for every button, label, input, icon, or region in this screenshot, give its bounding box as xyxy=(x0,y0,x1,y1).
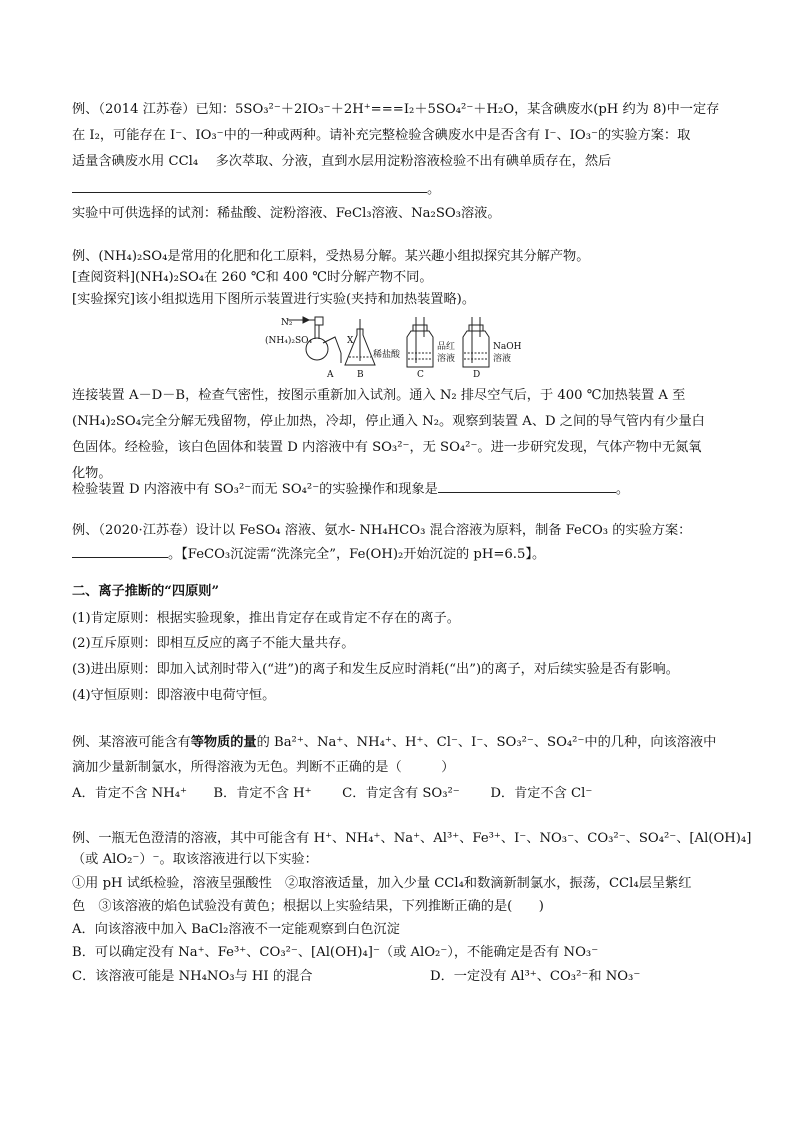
ex2-line4: 连接装置 A－D－B，检查气密性，按图示重新加入试剂。通入 N₂ 排尽空气后，于 400 ℃加热装置 A 至 xyxy=(72,388,686,403)
label-salt: (NH₄)₂SO₄ xyxy=(265,336,313,346)
label-a: A xyxy=(327,370,334,380)
ex3-line1: 例、（2020·江苏卷）设计以 FeSO₄ 溶液、氨水- NH₄HCO₃ 混合溶液为原料，制备 FeCO₃ 的实验方案： xyxy=(72,523,692,538)
principle-3: (3)进出原则：即加入试剂时带入(“进”)的离子和发生反应时消耗(“出”)的离子，对后续实验是否有影响。 xyxy=(72,662,679,677)
label-pinhong-2: 溶液 xyxy=(437,354,456,364)
ex2-line2: [查阅资料](NH₄)₂SO₄在 260 ℃和 400 ℃时分解产物不同。 xyxy=(72,270,433,285)
ex1-line2: 在 I₂，可能存在 I⁻、IO₃⁻中的一种或两种。请补充完整检验含碘废水中是否含有 I⁻、IO₃⁻的实验方案：取 xyxy=(72,128,691,143)
ex3-line2: 。【FeCO₃沉淀需“洗涤完全”，Fe(OH)₂开始沉淀的 pH=6.5】。 xyxy=(72,545,732,563)
section-title: 二、离子推断的“四原则” xyxy=(72,584,220,599)
label-hcl: 稀盐酸 xyxy=(373,350,401,360)
ex2-line1: 例、(NH₄)₂SO₄是常用的化肥和化工原料，受热易分解。某兴趣小组拟探究其分解产物。 xyxy=(72,249,590,264)
label-pinhong: 品红 xyxy=(437,342,456,352)
label-b: B xyxy=(357,370,364,380)
answer-blank[interactable] xyxy=(438,480,616,493)
label-n2: N₂ xyxy=(281,318,293,328)
ex5-option-d: D．一定没有 Al³⁺、CO₃²⁻和 NO₃⁻ xyxy=(430,969,641,984)
principle-4: (4)守恒原则：即溶液中电荷守恒。 xyxy=(72,688,276,703)
ex5-option-b: B．可以确定没有 Na⁺、Fe³⁺、CO₃²⁻、[Al(OH)₄]⁻（或 AlO₂⁻），不能确定是否有 NO₃⁻ xyxy=(72,945,599,960)
answer-blank[interactable] xyxy=(72,180,427,193)
ex5-line2: （或 AlO₂⁻）⁻。取该溶液进行以下实验： xyxy=(72,852,318,867)
ex5-line3: ①用 pH 试纸检验，溶液呈强酸性 ②取溶液适量，加入少量 CCl₄和数滴新制氯水，振荡，CCl₄层呈紫红 xyxy=(72,876,692,891)
ex4-line1: 例、某溶液可能含有等物质的量的 Ba²⁺、Na⁺、NH₄⁺、H⁺、Cl⁻、I⁻、SO₃²⁻、SO₄²⁻中的几种，向该溶液中 xyxy=(72,735,717,750)
ex5-option-a: A．向该溶液中加入 BaCl₂溶液不一定能观察到白色沉淀 xyxy=(72,922,400,937)
ex4-options: A．肯定不含 NH₄⁺ B．肯定不含 H⁺ C．肯定含有 SO₃²⁻ D．肯定不含 Cl⁻ xyxy=(72,786,593,801)
ex5-line1: 例、一瓶无色澄清的溶液，其中可能含有 H⁺、NH₄⁺、Na⁺、Al³⁺、Fe³⁺、I⁻、NO₃⁻、CO₃²⁻、SO₄²⁻、[Al(OH)₄] xyxy=(72,831,752,846)
ex2-line7: 化物。 xyxy=(72,466,112,481)
label-c: C xyxy=(417,370,424,380)
apparatus-d xyxy=(463,317,489,367)
principle-1: (1)肯定原则：根据实验现象，推出肯定存在或肯定不存在的离子。 xyxy=(72,611,460,626)
ex2-line6: 色固体。经检验，该白色固体和装置 D 内溶液中有 SO₃²⁻，无 SO₄²⁻。进一步研究发现，气体产物中无氮氧 xyxy=(72,440,702,455)
label-d: D xyxy=(473,370,481,380)
ex1-line5: 实验中可供选择的试剂：稀盐酸、淀粉溶液、FeCl₃溶液、Na₂SO₃溶液。 xyxy=(72,206,501,221)
ex5-option-c: C．该溶液可能是 NH₄NO₃与 HI 的混合 xyxy=(72,969,313,984)
label-naoh: NaOH xyxy=(493,342,522,352)
principle-2: (2)互斥原则：即相互反应的离子不能大量共存。 xyxy=(72,636,355,651)
ex2-line3: [实验探究]该小组拟选用下图所示装置进行实验(夹持和加热装置略)。 xyxy=(72,292,476,307)
ex2-line8: 检验装置 D 内溶液中有 SO₃²⁻而无 SO₄²⁻的实验操作和现象是 。 xyxy=(72,482,630,497)
answer-blank[interactable] xyxy=(72,545,168,558)
label-naoh-2: 溶液 xyxy=(493,354,512,364)
ex5-line4: 色 ③该溶液的焰色试验没有黄色；根据以上实验结果，下列推断正确的是( ) xyxy=(72,899,544,914)
apparatus-figure xyxy=(265,313,535,383)
apparatus-c xyxy=(407,317,433,367)
ex1-line4: 。 xyxy=(72,180,732,198)
ex1-line1: 例、（2014 江苏卷）已知：5SO₃²⁻＋2IO₃⁻＋2H⁺===I₂＋5SO₄²⁻＋H₂O，某含碘废水(pH 约为 8)中一定存 xyxy=(72,102,720,117)
ex4-line2: 滴加少量新制氯水，所得溶液为无色。判断不正确的是（ ） xyxy=(72,760,455,775)
label-x: X xyxy=(347,336,354,346)
ex1-line3: 适量含碘废水用 CCl₄ 多次萃取、分液，直到水层用淀粉溶液检验不出有碘单质存在，然后 xyxy=(72,154,612,169)
ex2-line5: (NH₄)₂SO₄完全分解无残留物，停止加热，冷却，停止通入 N₂。观察到装置 A、D 之间的导气管内有少量白 xyxy=(72,414,705,429)
